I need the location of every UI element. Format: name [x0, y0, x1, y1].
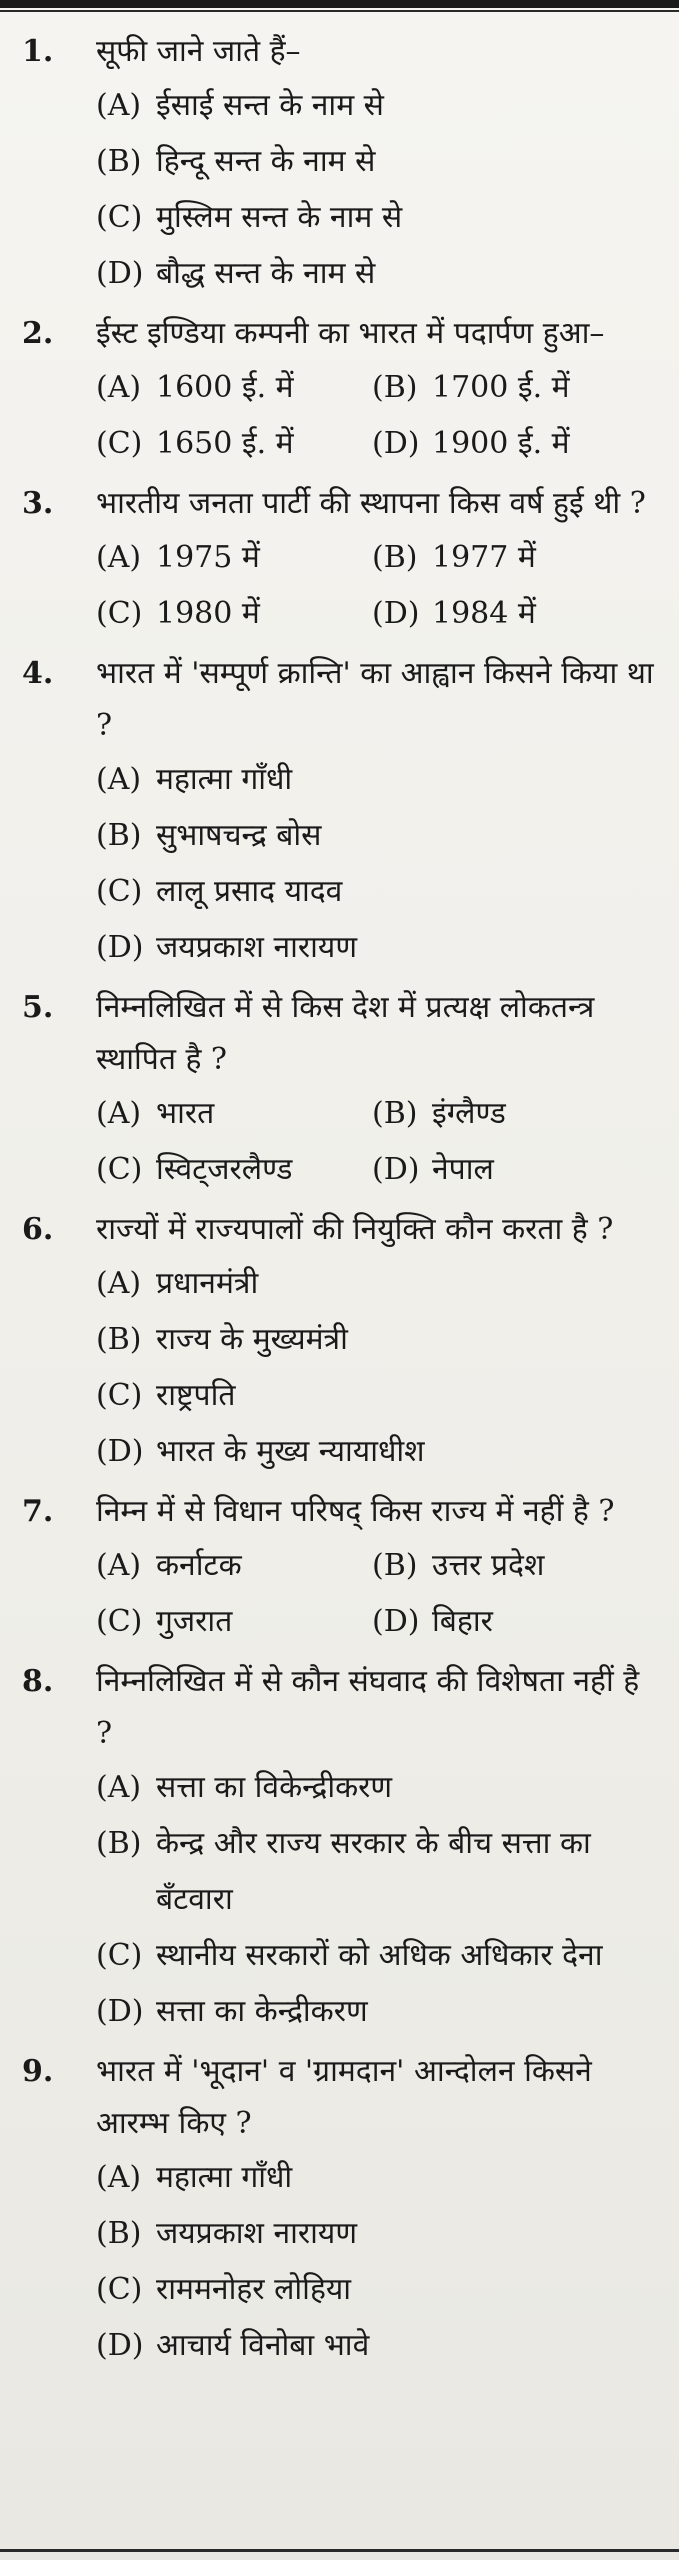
- option-item: [96, 2150, 292, 2206]
- option-text: 1600 ई. में: [156, 370, 294, 405]
- option-item: [96, 416, 372, 472]
- options-list: [22, 2150, 657, 2374]
- option-label: (A): [96, 2160, 142, 2195]
- question-item: [22, 1486, 657, 1650]
- option-row: [96, 78, 657, 134]
- question-text: भारत में 'सम्पूर्ण क्रान्ति' का आह्वान किसने किया था ?: [96, 656, 654, 743]
- option-item: [96, 808, 321, 864]
- top-border-rule: [0, 0, 679, 8]
- option-label: (B): [96, 1826, 142, 1861]
- option-item: [96, 864, 342, 920]
- option-text: 1980 में: [156, 596, 260, 631]
- option-label: (A): [96, 1266, 142, 1301]
- option-item: [96, 1538, 372, 1594]
- option-text: इंग्लैण्ड: [432, 1096, 506, 1131]
- option-item: [96, 78, 384, 134]
- option-label: (B): [96, 2216, 142, 2251]
- option-item: [372, 1086, 648, 1142]
- option-text: भारत: [156, 1096, 215, 1131]
- option-row: [96, 2206, 657, 2262]
- question-item: [22, 2046, 657, 2374]
- options-list: [22, 360, 657, 472]
- option-item: [96, 134, 375, 190]
- option-row: [96, 416, 657, 472]
- question-number: 4.: [22, 656, 54, 691]
- options-list: [22, 752, 657, 976]
- option-text: लालू प्रसाद यादव: [156, 874, 343, 909]
- option-text: 1977 में: [432, 540, 536, 575]
- option-text: 1984 में: [432, 596, 536, 631]
- option-text: सुभाषचन्द्र बोस: [156, 818, 322, 853]
- question-item: [22, 26, 657, 302]
- option-text: प्रधानमंत्री: [156, 1266, 259, 1301]
- option-row: [96, 246, 657, 302]
- option-text: हिन्दू सन्त के नाम से: [156, 144, 376, 179]
- option-item: [96, 1312, 348, 1368]
- option-row: [96, 360, 657, 416]
- option-item: [96, 190, 402, 246]
- question-header: [22, 1656, 657, 1760]
- option-row: [96, 1312, 657, 1368]
- option-row: [96, 752, 657, 808]
- option-text: 1975 में: [156, 540, 260, 575]
- option-row: [96, 2318, 657, 2374]
- question-text: निम्नलिखित में से किस देश में प्रत्यक्ष लोकतन्त्र स्थापित है ?: [96, 990, 595, 1077]
- question-header: [22, 26, 657, 78]
- option-label: (C): [96, 596, 143, 631]
- option-item: [96, 1594, 372, 1650]
- option-item: [96, 2262, 351, 2318]
- option-label: (C): [96, 1152, 143, 1187]
- option-text: बिहार: [432, 1604, 493, 1639]
- option-row: [96, 586, 657, 642]
- question-text: भारतीय जनता पार्टी की स्थापना किस वर्ष हुई थी ?: [96, 486, 646, 521]
- option-label: (B): [96, 1322, 142, 1357]
- option-row: [96, 2262, 657, 2318]
- option-item: [96, 530, 372, 586]
- option-label: (B): [372, 1096, 418, 1131]
- option-text: स्थानीय सरकारों को अधिक अधिकार देना: [156, 1938, 603, 1973]
- question-header: [22, 982, 657, 1086]
- option-item: [96, 246, 375, 302]
- option-row: [96, 1760, 657, 1816]
- option-item: [372, 1142, 648, 1198]
- option-item: [96, 360, 372, 416]
- options-list: [22, 1086, 657, 1198]
- option-label: (C): [96, 200, 143, 235]
- option-text: जयप्रकाश नारायण: [156, 930, 358, 965]
- question-list: [22, 26, 657, 2374]
- question-item: [22, 648, 657, 976]
- option-text: ईसाई सन्त के नाम से: [156, 88, 384, 123]
- question-header: [22, 308, 657, 360]
- question-text: ईस्ट इण्डिया कम्पनी का भारत में पदार्पण हुआ–: [96, 316, 605, 351]
- bottom-border-rule: [0, 2549, 679, 2552]
- option-text: राममनोहर लोहिया: [156, 2272, 352, 2307]
- option-item: [96, 2318, 369, 2374]
- question-number: 3.: [22, 486, 54, 521]
- option-item: [96, 1928, 602, 1984]
- option-item: [96, 2206, 357, 2262]
- option-row: [96, 1594, 657, 1650]
- options-list: [22, 78, 657, 302]
- question-number: 1.: [22, 34, 54, 69]
- option-item: [96, 1424, 425, 1480]
- option-label: (C): [96, 2272, 143, 2307]
- question-item: [22, 308, 657, 472]
- options-list: [22, 1760, 657, 2040]
- option-row: [96, 1256, 657, 1312]
- option-row: [96, 1984, 657, 2040]
- option-text: भारत के मुख्य न्यायाधीश: [156, 1434, 425, 1469]
- options-list: [22, 1256, 657, 1480]
- question-header: [22, 478, 657, 530]
- option-row: [96, 1086, 657, 1142]
- option-item: [372, 416, 648, 472]
- option-item: [96, 1984, 368, 2040]
- option-label: (A): [96, 88, 142, 123]
- option-item: [96, 1086, 372, 1142]
- option-item: [372, 530, 648, 586]
- option-label: (D): [372, 1152, 420, 1187]
- question-text: सूफी जाने जाते हैं–: [96, 34, 301, 69]
- question-text: भारत में 'भूदान' व 'ग्रामदान' आन्दोलन किसने आरम्भ किए ?: [96, 2054, 592, 2141]
- option-text: 1900 ई. में: [432, 426, 570, 461]
- option-text: आचार्य विनोबा भावे: [156, 2328, 370, 2363]
- option-row: [96, 808, 657, 864]
- option-item: [96, 1816, 657, 1928]
- option-text: स्विट्जरलैण्ड: [156, 1152, 293, 1187]
- option-label: (D): [96, 2328, 144, 2363]
- option-label: (A): [96, 370, 142, 405]
- option-row: [96, 190, 657, 246]
- options-list: [22, 1538, 657, 1650]
- option-item: [372, 1538, 648, 1594]
- option-row: [96, 1142, 657, 1198]
- option-text: गुजरात: [156, 1604, 233, 1639]
- option-text: बौद्ध सन्त के नाम से: [156, 256, 376, 291]
- option-label: (D): [372, 426, 420, 461]
- question-item: [22, 1204, 657, 1480]
- option-text: महात्मा गाँधी: [156, 2160, 293, 2195]
- option-row: [96, 2150, 657, 2206]
- option-label: (C): [96, 1378, 143, 1413]
- question-item: [22, 982, 657, 1198]
- option-label: (B): [372, 370, 418, 405]
- question-header: [22, 1486, 657, 1538]
- option-label: (C): [96, 1938, 143, 1973]
- option-text: मुस्लिम सन्त के नाम से: [156, 200, 403, 235]
- question-item: [22, 478, 657, 642]
- option-text: सत्ता का विकेन्द्रीकरण: [156, 1770, 393, 1805]
- option-label: (B): [372, 1548, 418, 1583]
- option-label: (C): [96, 1604, 143, 1639]
- question-text: निम्नलिखित में से कौन संघवाद की विशेषता नहीं है ?: [96, 1664, 640, 1751]
- options-list: [22, 530, 657, 642]
- option-text: राज्य के मुख्यमंत्री: [156, 1322, 348, 1357]
- option-text: उत्तर प्रदेश: [432, 1548, 545, 1583]
- option-text: महात्मा गाँधी: [156, 762, 293, 797]
- option-item: [96, 586, 372, 642]
- option-label: (A): [96, 540, 142, 575]
- option-item: [372, 1594, 648, 1650]
- option-text: जयप्रकाश नारायण: [156, 2216, 358, 2251]
- question-item: [22, 1656, 657, 2040]
- option-label: (C): [96, 426, 143, 461]
- option-label: (A): [96, 762, 142, 797]
- option-label: (D): [96, 256, 144, 291]
- option-item: [96, 1368, 235, 1424]
- option-text: राष्ट्रपति: [156, 1378, 236, 1413]
- option-row: [96, 1538, 657, 1594]
- option-label: (A): [96, 1096, 142, 1131]
- option-label: (B): [96, 144, 142, 179]
- option-text: सत्ता का केन्द्रीकरण: [156, 1994, 368, 2029]
- option-row: [96, 864, 657, 920]
- option-item: [96, 1256, 258, 1312]
- option-label: (A): [96, 1770, 142, 1805]
- option-label: (B): [372, 540, 418, 575]
- question-number: 9.: [22, 2054, 54, 2089]
- option-text: कर्नाटक: [156, 1548, 242, 1583]
- option-label: (D): [96, 1994, 144, 2029]
- option-label: (D): [372, 596, 420, 631]
- option-item: [96, 1142, 372, 1198]
- option-row: [96, 1928, 657, 1984]
- question-number: 6.: [22, 1212, 54, 1247]
- question-header: [22, 648, 657, 752]
- question-number: 2.: [22, 316, 54, 351]
- option-row: [96, 134, 657, 190]
- option-text: केन्द्र और राज्य सरकार के बीच सत्ता का बँटवारा: [156, 1826, 591, 1917]
- question-header: [22, 2046, 657, 2150]
- question-text: निम्न में से विधान परिषद् किस राज्य में नहीं है ?: [96, 1494, 615, 1529]
- option-text: 1650 ई. में: [156, 426, 294, 461]
- option-row: [96, 1424, 657, 1480]
- option-label: (B): [96, 818, 142, 853]
- option-row: [96, 530, 657, 586]
- option-label: (A): [96, 1548, 142, 1583]
- question-number: 7.: [22, 1494, 54, 1529]
- option-row: [96, 1816, 657, 1928]
- option-label: (D): [372, 1604, 420, 1639]
- option-text: नेपाल: [432, 1152, 494, 1187]
- option-row: [96, 920, 657, 976]
- option-item: [372, 360, 648, 416]
- question-number: 5.: [22, 990, 54, 1025]
- question-number: 8.: [22, 1664, 54, 1699]
- option-item: [96, 1760, 392, 1816]
- option-item: [96, 920, 357, 976]
- question-text: राज्यों में राज्यपालों की नियुक्ति कौन करता है ?: [96, 1212, 614, 1247]
- question-header: [22, 1204, 657, 1256]
- option-label: (C): [96, 874, 143, 909]
- option-row: [96, 1368, 657, 1424]
- option-label: (D): [96, 1434, 144, 1469]
- option-text: 1700 ई. में: [432, 370, 570, 405]
- option-item: [372, 586, 648, 642]
- option-label: (D): [96, 930, 144, 965]
- option-item: [96, 752, 292, 808]
